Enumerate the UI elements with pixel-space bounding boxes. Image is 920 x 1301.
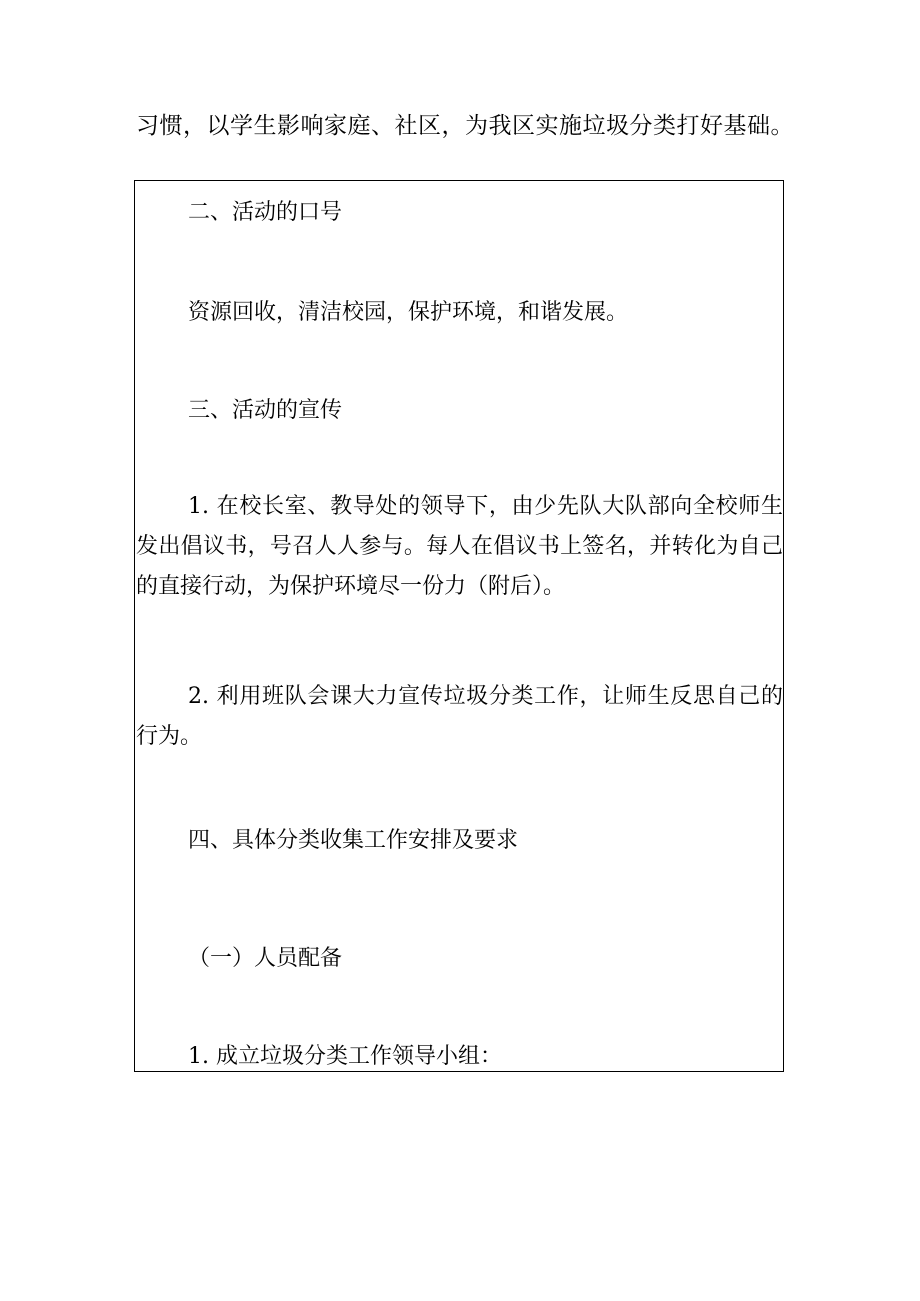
heading-publicity: 三、活动的宣传	[188, 398, 343, 423]
subheading-staffing: （一）人员配备	[188, 946, 343, 971]
publicity-item-2: 2. 利用班队会课大力宣传垃圾分类工作，让师生反思自己的行为。	[136, 684, 783, 749]
publicity-item-1: 1. 在校长室、教导处的领导下，由少先队大队部向全校师生发出倡议书，号召人人参与。每人在倡议书上签名，并转化为自己的直接行动，为保护环境尽一份力（附后）。	[136, 494, 783, 599]
intro-line: 习惯，以学生影响家庭、社区，为我区实施垃圾分类打好基础。	[136, 113, 794, 139]
heading-arrangement: 四、具体分类收集工作安排及要求	[188, 828, 519, 853]
content-box	[134, 180, 784, 1072]
slogan-text: 资源回收，清洁校园，保护环境，和谐发展。	[188, 300, 629, 325]
staffing-item-1: 1. 成立垃圾分类工作领导小组：	[188, 1044, 502, 1069]
heading-slogan: 二、活动的口号	[188, 200, 343, 225]
